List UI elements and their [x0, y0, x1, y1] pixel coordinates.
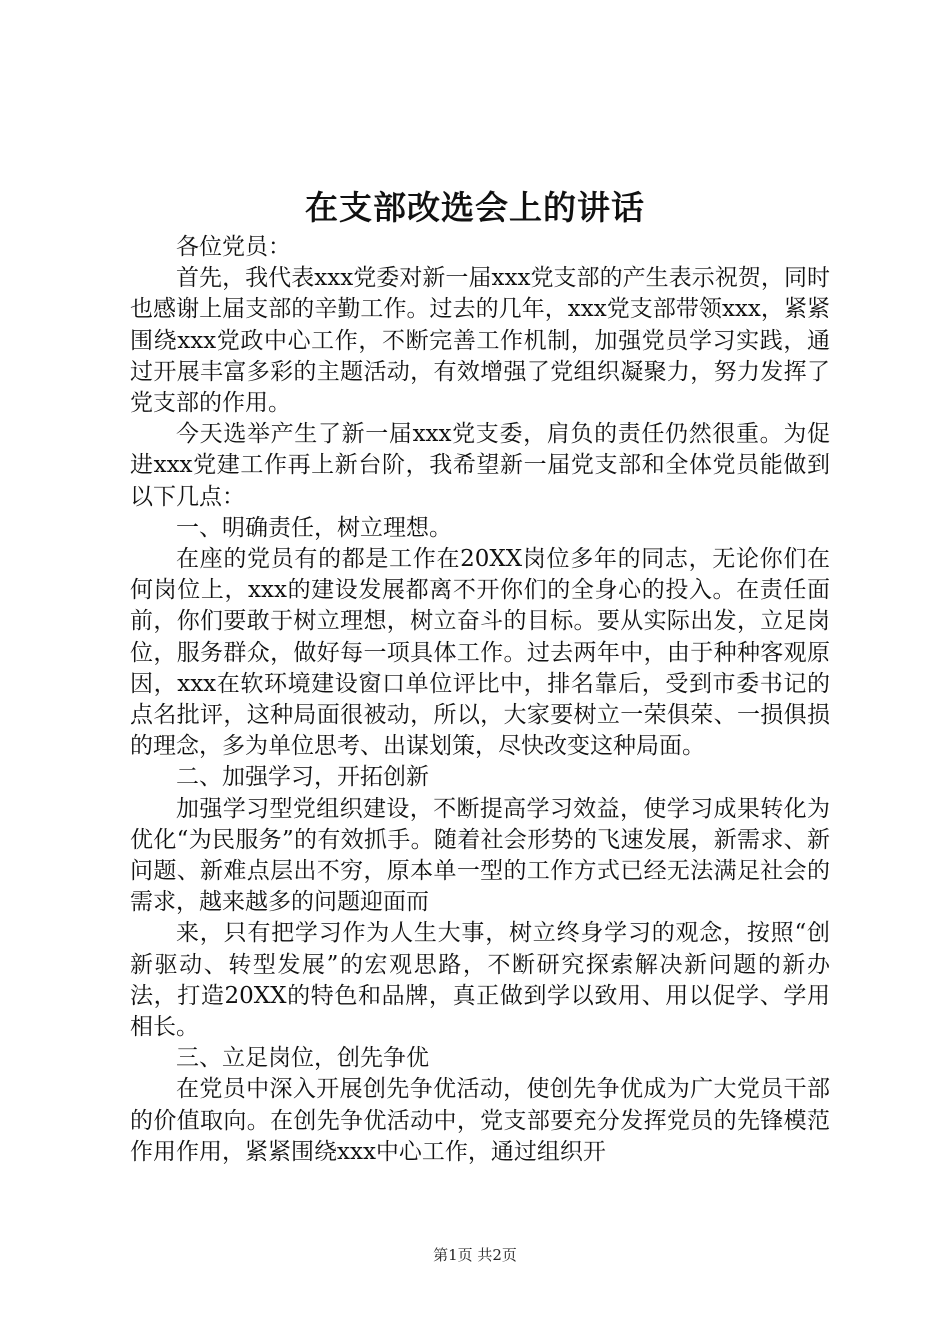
document-body [130, 232, 830, 1168]
paragraph-section-3: 在党员中深入开展创先争优活动，使创先争优成为广大党员干部的价值取向。在创先争优活动中，党支部要充分发挥党员的先锋模范作用作用，紧紧围绕xxx中心工作，通过组织开 [130, 1076, 830, 1165]
paragraph-section-2b: 来，只有把学习作为人生大事，树立终身学习的观念，按照“创新驱动、转型发展”的宏观思路，不断研究探索解决新问题的新办法，打造20XX的特色和品牌，真正做到学以致用、用以促学、学用相长。 [130, 920, 830, 1041]
section-heading-3: 三、立足岗位，创先争优 [176, 1045, 429, 1072]
document-title: 在支部改选会上的讲话 [305, 188, 645, 227]
paragraph-section-1: 在座的党员有的都是工作在20XX岗位多年的同志，无论你们在何岗位上，xxx的建设发展都离不开你们的全身心的投入。在责任面前，你们要敢于树立理想，树立奋斗的目标。要从实际出发，立足岗位，服务群众，做好每一项具体工作。过去两年中，由于种种客观原因，xxx在软环境建设窗口单位评比中，排名靠后，受到市委书记的点名批评，这种局面很被动，所以，大家要树立一荣俱荣、一损俱损的理念，多为单位思考、出谋划策，尽快改变这种局面。 [130, 546, 830, 760]
paragraph-section-2a: 加强学习型党组织建设，不断提高学习效益，使学习成果转化为优化“为民服务”的有效抓手。随着社会形势的飞速发展，新需求、新问题、新难点层出不穷，原本单一型的工作方式已经无法满足社会的需求，越来越多的问题迎面而 [130, 795, 830, 916]
paragraph-expectations: 今天选举产生了新一届xxx党支委，肩负的责任仍然很重。为促进xxx党建工作再上新台阶，我希望新一届党支部和全体党员能做到以下几点： [130, 421, 830, 510]
section-heading-1: 一、明确责任，树立理想。 [176, 514, 452, 541]
salutation: 各位党员： [176, 234, 291, 260]
section-heading-2: 二、加强学习，开拓创新 [176, 764, 429, 791]
paragraph-intro: 首先，我代表xxx党委对新一届xxx党支部的产生表示祝贺，同时也感谢上届支部的辛勤工作。过去的几年，xxx党支部带领xxx，紧紧围绕xxx党政中心工作，不断完善工作机制，加强党员学习实践，通过开展丰富多彩的主题活动，有效增强了党组织凝聚力，努力发挥了党支部的作用。 [130, 265, 830, 417]
page-number: 第1页 共2页 [433, 1246, 517, 1264]
